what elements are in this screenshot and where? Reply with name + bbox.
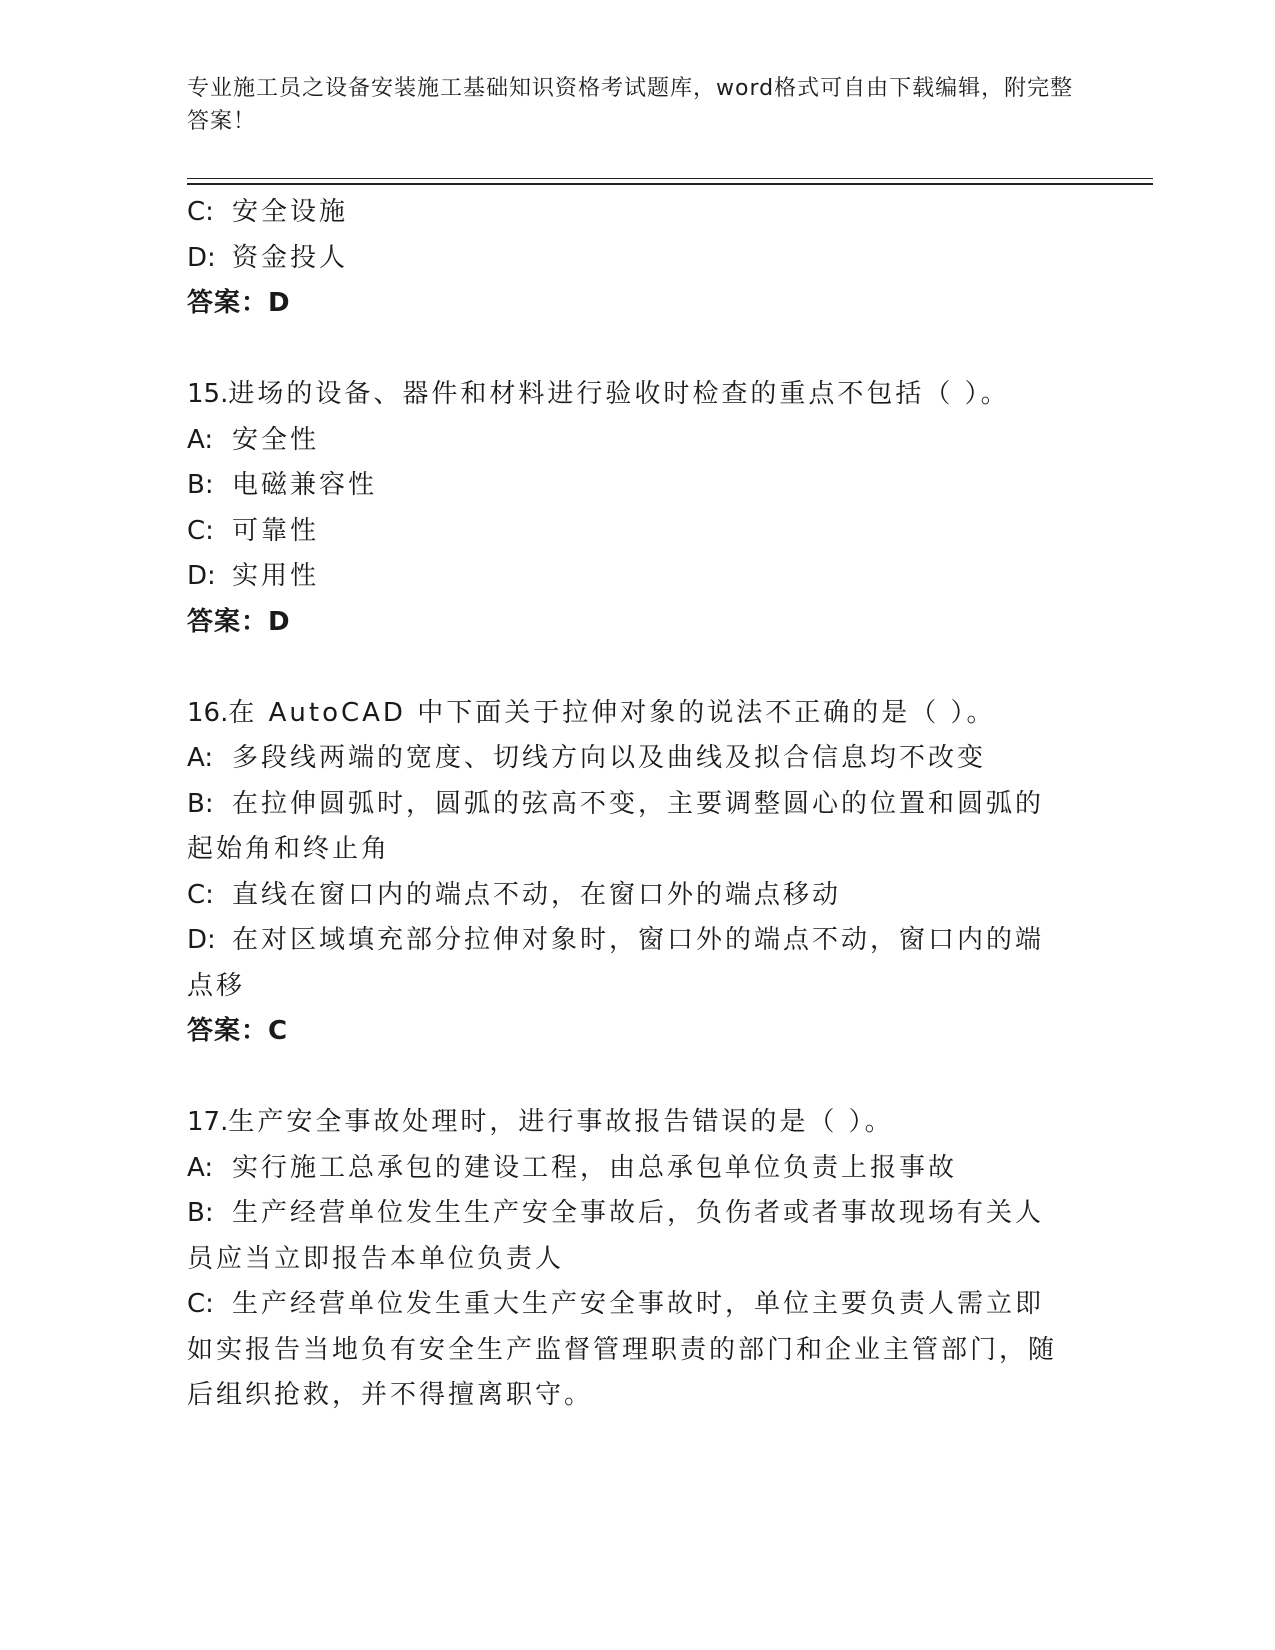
option-line: A: 安全性	[187, 424, 320, 455]
option-line: C: 直线在窗口内的端点不动，在窗口外的端点移动	[187, 879, 842, 910]
option-line: B: 在拉伸圆弧时，圆弧的弦高不变，主要调整圆心的位置和圆弧的起始角和终止角	[187, 788, 1045, 864]
document-body	[187, 190, 1087, 1419]
answer-line: 答案：C	[187, 1016, 289, 1046]
option-line: A: 多段线两端的宽度、切线方向以及曲线及拟合信息均不改变	[187, 743, 987, 773]
document-header: 专业施工员之设备安装施工基础知识资格考试题库，word格式可自由下载编辑，附完整答案！	[187, 76, 1074, 134]
option-line: C: 可靠性	[187, 515, 320, 546]
option-line: B: 电磁兼容性	[187, 470, 378, 500]
option-line: B: 生产经营单位发生生产安全事故后，负伤者或者事故现场有关人员应当立即报告本单位负责人	[187, 1198, 1045, 1274]
question-15: 15.进场的设备、器件和材料进行验收时检查的重点不包括（ ）。	[187, 379, 1010, 409]
header-rule-thick	[187, 183, 1153, 185]
question-17: 17.生产安全事故处理时，进行事故报告错误的是（ ）。	[187, 1107, 894, 1137]
answer-line: 答案：D	[187, 606, 291, 637]
option-line: C: 安全设施	[187, 197, 349, 227]
header-rule-thin	[187, 178, 1153, 179]
option-line: D: 资金投人	[187, 242, 349, 273]
answer-line: 答案：D	[187, 288, 291, 318]
option-line: C: 生产经营单位发生重大生产安全事故时，单位主要负责人需立即如实报告当地负有安全生产监督管理职责的部门和企业主管部门，随后组织抢救，并不得擅离职守。	[187, 1289, 1058, 1410]
question-16: 16.在 AutoCAD 中下面关于拉伸对象的说法不正确的是（ ）。	[187, 697, 996, 728]
option-line: D: 实用性	[187, 561, 320, 591]
option-line: D: 在对区域填充部分拉伸对象时，窗口外的端点不动，窗口内的端点移	[187, 925, 1045, 1001]
option-line: A: 实行施工总承包的建设工程，由总承包单位负责上报事故	[187, 1152, 958, 1183]
